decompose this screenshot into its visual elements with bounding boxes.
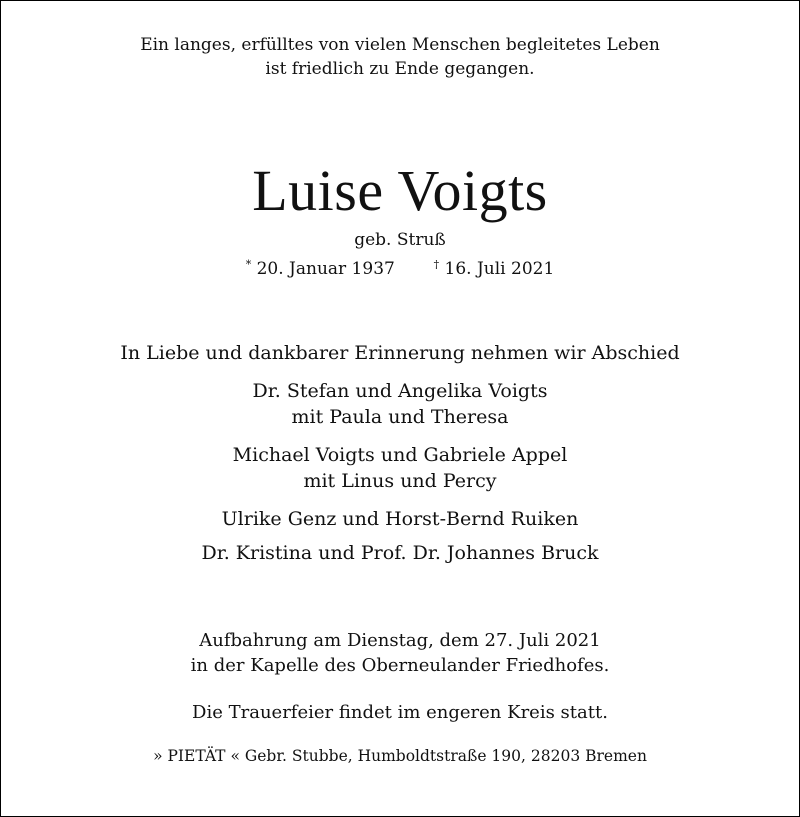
birth-symbol: * xyxy=(245,258,252,271)
family-2-line-1: Michael Voigts und Gabriele Appel xyxy=(232,444,568,466)
farewell-text: In Liebe und dankbarer Erinnerung nehmen wir Abschied xyxy=(120,342,680,364)
deceased-name: Luise Voigts xyxy=(252,158,548,223)
family-2-line-2: mit Linus und Percy xyxy=(303,470,497,492)
family-4-line-1: Dr. Kristina und Prof. Dr. Johannes Bruck xyxy=(201,542,599,564)
birth-date: 20. Januar 1937 xyxy=(256,259,395,279)
ceremony-text: Die Trauerfeier findet im engeren Kreis statt. xyxy=(192,702,608,723)
family-1-line-1: Dr. Stefan und Angelika Voigts xyxy=(252,380,548,402)
viewing-line-2: in der Kapelle des Oberneulander Friedhofes. xyxy=(190,655,610,676)
maiden-name: geb. Struß xyxy=(354,230,446,250)
family-1-line-2: mit Paula und Theresa xyxy=(291,406,509,428)
death-symbol: † xyxy=(433,258,440,271)
family-3-line-1: Ulrike Genz und Horst-Bernd Ruiken xyxy=(221,508,579,530)
intro-line-2: ist friedlich zu Ende gegangen. xyxy=(265,59,535,79)
funeral-home: » PIETÄT « Gebr. Stubbe, Humboldtstraße 190, 28203 Bremen xyxy=(153,747,647,765)
intro-line-1: Ein langes, erfülltes von vielen Menschen begleitetes Leben xyxy=(140,35,660,55)
death-date: 16. Juli 2021 xyxy=(444,259,555,279)
life-dates xyxy=(1,258,799,279)
viewing-line-1: Aufbahrung am Dienstag, dem 27. Juli 2021 xyxy=(199,630,601,651)
